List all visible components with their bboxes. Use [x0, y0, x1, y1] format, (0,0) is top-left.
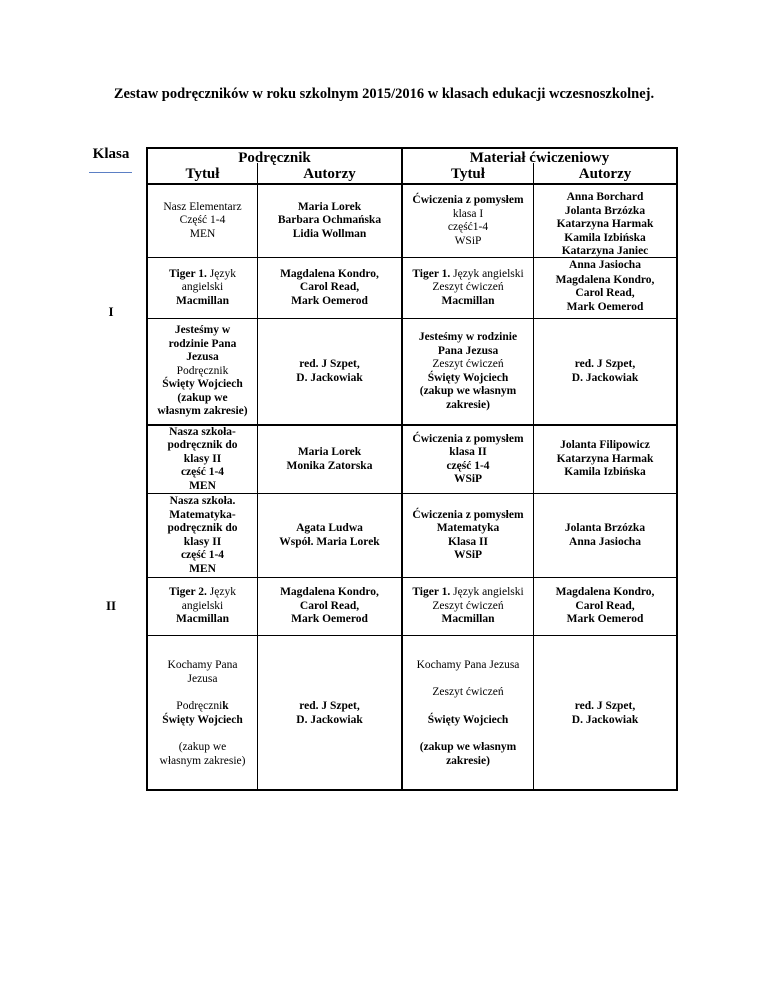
r4-ex-authors: [534, 426, 676, 493]
text-line: część 1-4: [446, 459, 490, 472]
header-podrecznik: Podręcznik: [238, 149, 311, 166]
text-line: Kamila Izbińska: [564, 231, 646, 244]
text-line: Święty Wojciech: [427, 713, 509, 726]
header-tytul-material: Tytuł: [451, 166, 485, 182]
header-material: Materiał ćwiczeniowy: [469, 149, 610, 166]
text-line: Carol Read,: [575, 287, 635, 300]
text-line: Tiger 1.: [169, 267, 207, 280]
text-line: zakresie): [446, 754, 490, 767]
text-line: Pana Jezusa: [437, 344, 499, 357]
text-line: Magdalena Kondro,: [280, 586, 379, 599]
text-line: Zeszyt ćwiczeń: [432, 686, 504, 699]
text-line: Jolanta Brzózka: [564, 204, 646, 217]
header-tytul-podrecznik: Tytuł: [185, 166, 220, 182]
text-line: angielski: [181, 599, 224, 612]
text-line: Barbara Ochmańska: [277, 214, 382, 227]
text-line: Święty Wojciech: [162, 713, 243, 726]
r6-ex-title: [403, 578, 533, 635]
r1-ex-authors: [534, 183, 676, 280]
r3-ex-title: [403, 319, 533, 424]
text-line: Matematyka: [436, 522, 500, 534]
r5-ex-title: [403, 494, 533, 577]
text-line: Maria Lorek: [297, 446, 362, 458]
r6-book-title: [148, 578, 257, 635]
text-line: podręcznik do: [167, 439, 238, 452]
textbook-table: [146, 147, 678, 791]
text-line: MEN: [189, 479, 216, 492]
r2-ex-title: [403, 258, 533, 318]
r5-book-authors: [258, 494, 401, 577]
text-line: Ćwiczenia z pomysłem: [412, 508, 524, 521]
header-autorzy-material: Autorzy: [578, 166, 632, 182]
r4-book-authors: [258, 426, 401, 493]
text-line: Magdalena Kondro,: [555, 273, 655, 286]
text-line: Macmillan: [175, 613, 230, 626]
klasa-underline: [89, 172, 132, 173]
text-line: Mark Oemerod: [291, 613, 368, 626]
text-line: k: [222, 700, 229, 712]
r3-book-title: [148, 319, 257, 424]
text-line: Tiger 1.: [412, 267, 451, 280]
text-line: Maria Lorek: [297, 200, 362, 213]
text-line: Mark Oemerod: [566, 613, 644, 626]
text-line: Monika Zatorska: [286, 459, 373, 472]
text-line: MEN: [189, 562, 216, 575]
text-line: własnym zakresie): [159, 754, 246, 767]
text-line: Podręczni: [176, 700, 223, 712]
text-line: klasa I: [452, 207, 484, 220]
text-line: zakresie): [446, 398, 490, 411]
text-line: Jezusa: [187, 672, 218, 685]
text-line: Nasza szkoła-: [169, 425, 236, 438]
r1-book-authors: [258, 185, 401, 257]
text-line: Jolanta Brzózka: [564, 522, 646, 534]
r1-ex-title: [403, 185, 533, 257]
text-line: (zakup we: [178, 741, 227, 753]
text-line: Agata Ludwa: [296, 522, 363, 534]
r5-book-title: [148, 494, 257, 577]
r2-ex-authors: [534, 269, 676, 319]
text-line: red. J Szpet,: [299, 358, 360, 370]
text-line: Język: [206, 267, 236, 280]
text-line: Macmillan: [441, 294, 495, 307]
text-line: red. J Szpet,: [574, 358, 636, 370]
text-line: Anna Jasiocha: [569, 258, 641, 271]
text-line: Zeszyt ćwiczeń: [432, 599, 504, 612]
text-line: Carol Read,: [575, 599, 635, 612]
r4-book-title: [148, 426, 257, 493]
text-line: D. Jackowiak: [296, 713, 363, 726]
r7-ex-authors: [534, 636, 676, 791]
r7-book-title: [148, 636, 257, 791]
text-line: część 1-4: [180, 549, 225, 561]
text-line: Anna Jasiocha: [569, 535, 641, 548]
text-line: Język angielski: [450, 586, 524, 599]
text-line: red. J Szpet,: [574, 700, 636, 712]
r3-book-authors: [258, 319, 401, 424]
text-line: Kamila Izbińska: [564, 466, 646, 479]
text-line: rodzinie Pana: [168, 337, 237, 350]
text-line: klasy II: [183, 452, 222, 465]
text-line: Nasza szkoła.: [169, 495, 236, 507]
text-line: Część 1-4: [179, 214, 226, 227]
text-line: WSiP: [453, 549, 483, 561]
text-line: Anna Borchard: [566, 191, 644, 203]
text-line: Macmillan: [175, 294, 230, 307]
text-line: Jesteśmy w: [174, 324, 231, 337]
text-line: WSiP: [453, 473, 483, 485]
text-line: Nasz Elementarz: [163, 200, 242, 213]
r7-ex-title: [403, 636, 533, 791]
text-line: Ćwiczenia z pomysłem: [412, 194, 524, 206]
r2-book-title: [148, 258, 257, 318]
text-line: Lidia Wollman: [292, 227, 367, 240]
text-line: MEN: [189, 227, 216, 240]
text-line: Język: [206, 586, 236, 599]
text-line: Współ. Maria Lorek: [279, 535, 380, 548]
klasa-II-label: II: [105, 598, 117, 613]
text-line: podręcznik do: [167, 522, 238, 534]
text-line: angielski: [181, 281, 224, 294]
r4-ex-title: [403, 426, 533, 493]
text-line: część 1-4: [180, 466, 225, 479]
klasa-I-label: I: [108, 304, 114, 319]
text-line: Carol Read,: [299, 281, 360, 294]
text-line: D. Jackowiak: [296, 371, 363, 384]
r5-ex-authors: [534, 494, 676, 577]
r3-ex-authors: [534, 319, 676, 424]
text-line: WSiP: [454, 234, 482, 247]
text-line: (zakup we własnym: [419, 741, 517, 754]
text-line: Kochamy Pana: [167, 659, 238, 671]
text-line: Jolanta Filipowicz: [560, 439, 650, 452]
r7-book-authors: [258, 636, 401, 791]
document-title: Zestaw podręczników w roku szkolnym 2015/2016 w klasach edukacji wczesnoszkolnej.: [113, 86, 655, 102]
r6-book-authors: [258, 578, 401, 635]
text-line: Klasa II: [448, 535, 488, 548]
text-line: część1-4: [447, 221, 489, 233]
text-line: klasy II: [183, 535, 222, 548]
text-line: D. Jackowiak: [571, 713, 639, 726]
text-line: Carol Read,: [299, 599, 360, 612]
text-line: Podręcznik: [176, 364, 229, 377]
text-line: Jezusa: [186, 351, 219, 364]
text-line: Matematyka-: [169, 508, 236, 521]
text-line: Katarzyna Harmak: [556, 218, 654, 230]
r1-book-title: [148, 185, 257, 257]
text-line: (zakup we: [177, 391, 228, 404]
r6-ex-authors: [534, 578, 676, 635]
text-line: Magdalena Kondro,: [280, 267, 379, 280]
text-line: Zeszyt ćwiczeń: [432, 358, 504, 370]
text-line: własnym zakresie): [157, 405, 248, 418]
text-line: Macmillan: [441, 613, 495, 626]
text-line: Święty Wojciech: [427, 371, 509, 384]
header-autorzy-podrecznik: Autorzy: [303, 166, 356, 182]
text-line: Ćwiczenia z pomysłem: [412, 432, 524, 445]
text-line: klasa II: [449, 446, 487, 458]
text-line: Tiger 2.: [169, 586, 207, 599]
text-line: Zeszyt ćwiczeń: [432, 281, 504, 294]
text-line: Język angielski: [450, 267, 524, 280]
text-line: Mark Oemerod: [566, 300, 644, 313]
text-line: Magdalena Kondro,: [555, 586, 655, 599]
text-line: Mark Oemerod: [291, 294, 368, 307]
text-line: Kochamy Pana Jezusa: [416, 658, 520, 671]
text-line: red. J Szpet,: [299, 700, 360, 712]
text-line: Tiger 1.: [412, 586, 451, 599]
text-line: (zakup we własnym: [419, 385, 517, 397]
text-line: Jesteśmy w rodzinie: [418, 331, 518, 343]
text-line: Katarzyna Harmak: [556, 452, 654, 465]
text-line: Święty Wojciech: [162, 378, 243, 391]
r2-book-authors: [258, 258, 401, 318]
text-line: Katarzyna Janiec: [561, 245, 649, 257]
text-line: D. Jackowiak: [571, 371, 639, 384]
klasa-header: Klasa: [92, 146, 130, 162]
